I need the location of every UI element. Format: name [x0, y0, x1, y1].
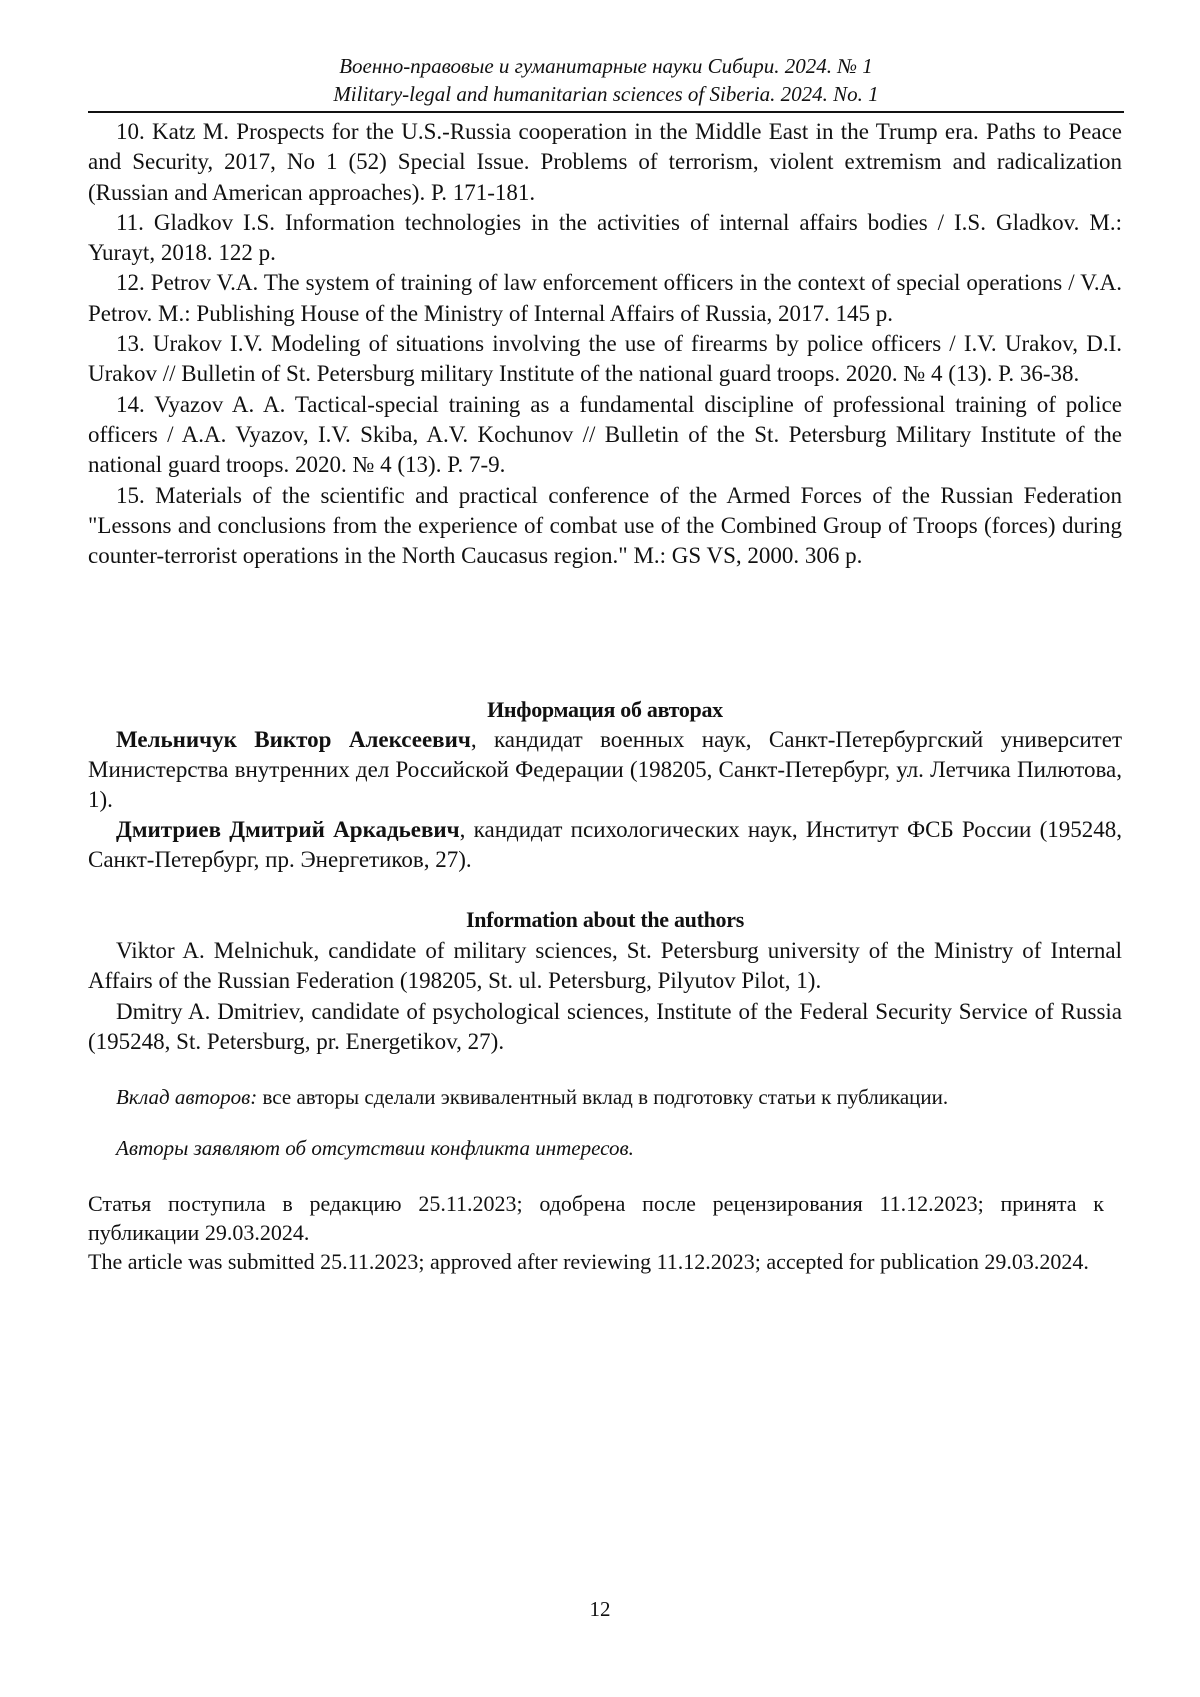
reference-item: 12. Petrov V.A. The system of training of law enforcement officers in the context of special operations / V.A. Petrov. M.: Publishing House of the Ministry of Internal Affairs of Russia, 2017. 145 p.	[88, 268, 1122, 329]
contribution-text: все авторы сделали эквивалентный вклад в подготовку статьи к публикации.	[257, 1085, 948, 1109]
journal-title-ru: Военно-правовые и гуманитарные науки Сибири. 2024. № 1	[88, 52, 1124, 80]
reference-list	[88, 117, 1122, 571]
authors-heading-en: Information about the authors	[88, 905, 1122, 936]
author-entry-ru	[88, 815, 1122, 875]
reference-item: 15. Materials of the scientific and practical conference of the Armed Forces of the Russian Federation "Lessons and conclusions from the experience of combat use of the Combined Group of Troops (forces) during counter-terrorist operations in the North Caucasus region." M.: GS VS, 2000. 306 p.	[88, 481, 1122, 572]
document-page	[0, 0, 1200, 1697]
page-number: 12	[0, 1597, 1200, 1622]
authors-info-en	[88, 905, 1122, 1058]
author-details: , кандидат психологических наук, Институт ФСБ России (195248, Санкт-Петербург, пр. Энергетиков, 27).	[88, 817, 1122, 872]
authors-heading-ru: Информация об авторах	[88, 695, 1122, 725]
article-dates-en: The article was submitted 25.11.2023; approved after reviewing 11.12.2023; accepted for publication 29.03.2024.	[88, 1247, 1104, 1276]
author-name: Дмитриев Дмитрий Аркадьевич	[116, 817, 460, 842]
article-dates-ru: Статья поступила в редакцию 25.11.2023; одобрена после рецензирования 11.12.2023; принята к публикации 29.03.2024.	[88, 1189, 1104, 1247]
author-entry-ru	[88, 725, 1122, 815]
reference-item: 13. Urakov I.V. Modeling of situations involving the use of firearms by police officers / I.V. Urakov, D.I. Urakov // Bulletin of St. Petersburg military Institute of the national guard troops. 2020. № 4 (13). P. 36-38.	[88, 329, 1122, 390]
reference-item: 10. Katz M. Prospects for the U.S.-Russia cooperation in the Middle East in the Trump era. Paths to Peace and Security, 2017, No 1 (52) Special Issue. Problems of terrorism, violent extremism and radicalization (Russian and American approaches). P. 171-181.	[88, 117, 1122, 208]
author-entry-en: Viktor A. Melnichuk, candidate of military sciences, St. Petersburg university of the Ministry of Internal Affairs of the Russian Federation (198205, St. ul. Petersburg, Pilyutov Pilot, 1).	[88, 936, 1122, 997]
authors-info-ru	[88, 695, 1122, 875]
contribution-label: Вклад авторов:	[116, 1085, 257, 1109]
conflict-of-interest: Авторы заявляют об отсутствии конфликта интересов.	[116, 1134, 1116, 1162]
reference-item: 14. Vyazov A. A. Tactical-special training as a fundamental discipline of professional training of police officers / A.A. Vyazov, I.V. Skiba, A.V. Kochunov // Bulletin of the St. Petersburg Military Institute of the national guard troops. 2020. № 4 (13). P. 7-9.	[88, 390, 1122, 481]
author-contribution	[116, 1083, 1116, 1111]
author-name: Мельничук Виктор Алексеевич	[116, 727, 471, 752]
journal-title-en: Military-legal and humanitarian sciences of Siberia. 2024. No. 1	[88, 80, 1124, 108]
author-entry-en: Dmitry A. Dmitriev, candidate of psychological sciences, Institute of the Federal Security Service of Russia (195248, St. Petersburg, pr. Energetikov, 27).	[88, 997, 1122, 1058]
article-dates	[88, 1189, 1104, 1276]
reference-item: 11. Gladkov I.S. Information technologies in the activities of internal affairs bodies / I.S. Gladkov. M.: Yurayt, 2018. 122 p.	[88, 208, 1122, 269]
journal-header	[88, 52, 1124, 108]
header-divider	[88, 111, 1124, 113]
author-details: , кандидат военных наук, Санкт-Петербургский университет Министерства внутренних дел Российской Федерации (198205, Санкт-Петербург, ул. Летчика Пилютова, 1).	[88, 727, 1122, 812]
